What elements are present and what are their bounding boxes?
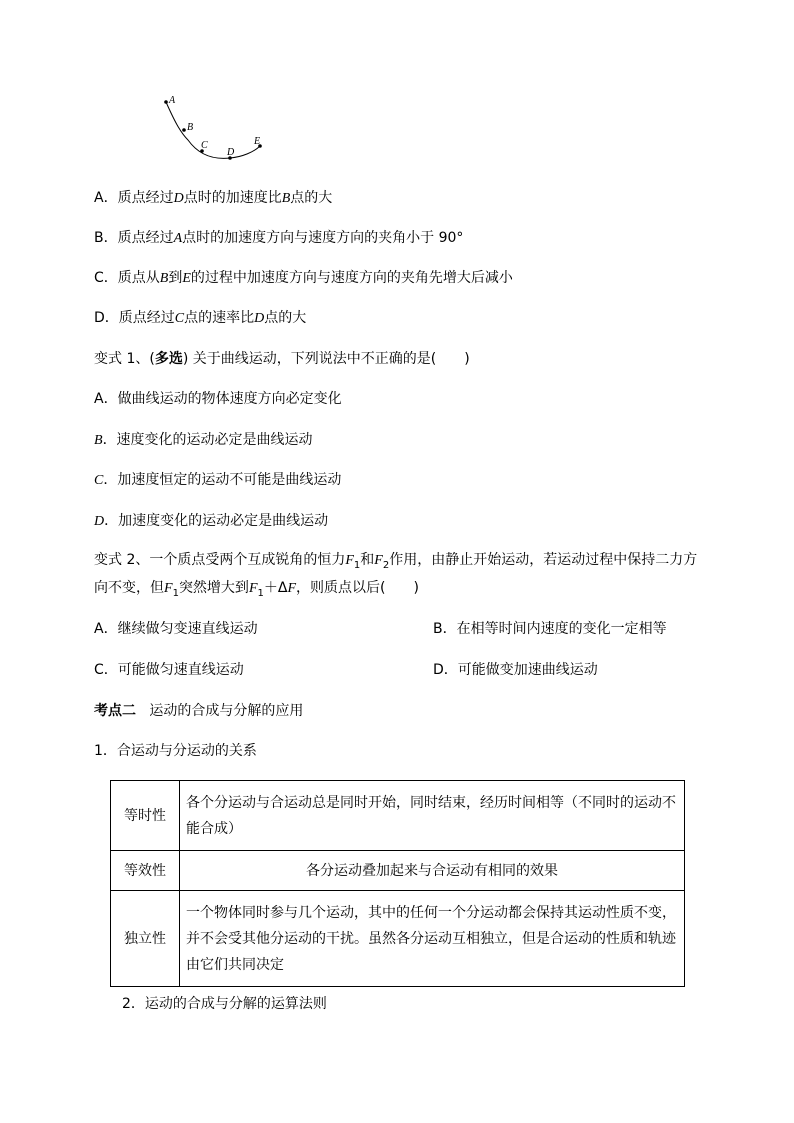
table-row (111, 891, 685, 987)
point-b (182, 128, 186, 132)
variant2-option-a: A．继续做匀变速直线运动 (94, 621, 258, 637)
trajectory-curve (166, 102, 260, 158)
variant2-stem-line2: 向不变，但$F_1$突然增大到$F_1+\Delta F$，则质点以后( ) (94, 580, 419, 599)
label-b: B (187, 122, 194, 133)
q1-option-b: B．质点经过A点时的加速度方向与速度方向的夹角小于 90° (94, 230, 464, 246)
variant1-stem: 变式 1、(多选) 关于曲线运动，下列说法中不正确的是( ) (94, 351, 470, 367)
variant1-option-c: C．加速度恒定的运动不可能是曲线运动 (94, 472, 342, 488)
table-key: 独立性 (111, 891, 180, 987)
label-e: E (254, 136, 261, 147)
table-row (111, 851, 685, 891)
q1-option-d: D．质点经过C点的速率比D点的大 (94, 310, 307, 326)
variant1-option-d: D．加速度变化的运动必定是曲线运动 (94, 513, 329, 529)
variant2-option-d: D．可能做变加速曲线运动 (433, 662, 598, 678)
label-c: C (201, 140, 208, 151)
label-a: A (169, 95, 176, 106)
table-value: 一个物体同时参与几个运动，其中的任何一个分运动都会保持其运动性质不变，并不会受其他分运动的干扰。虽然各分运动互相独立，但是合运动的性质和轨迹由它们共同决定 (180, 891, 685, 987)
label-d: D (227, 147, 235, 158)
section2-sub1: 1．合运动与分运动的关系 (94, 743, 257, 759)
trajectory-figure (150, 88, 280, 168)
relation-table (110, 780, 685, 987)
variant1-option-a: A．做曲线运动的物体速度方向必定变化 (94, 391, 342, 407)
table-row (111, 781, 685, 851)
variant2-stem-line1: 变式 2、一个质点受两个互成锐角的恒力$F_1$和$F_2$作用，由静止开始运动，若运动过程中保持二力方 (94, 552, 698, 571)
table-value: 各个分运动与合运动总是同时开始，同时结束，经历时间相等（不同时的运动不能合成） (180, 781, 685, 851)
q1-option-c: C．质点从B到E的过程中加速度方向与速度方向的夹角先增大后减小 (94, 270, 513, 286)
table-value: 各分运动叠加起来与合运动有相同的效果 (180, 851, 685, 891)
q1-option-a: A．质点经过D点时的加速度比B点的大 (94, 190, 333, 206)
section2-heading: 考点二 运动的合成与分解的应用 (94, 703, 304, 719)
variant2-option-b: B．在相等时间内速度的变化一定相等 (433, 621, 667, 637)
variant1-option-b: B．速度变化的运动必定是曲线运动 (94, 432, 313, 448)
point-a (164, 100, 168, 104)
variant2-option-c: C．可能做匀速直线运动 (94, 662, 244, 678)
table-key: 等效性 (111, 851, 180, 891)
table-key: 等时性 (111, 781, 180, 851)
section2-sub2: 2．运动的合成与分解的运算法则 (122, 996, 327, 1012)
